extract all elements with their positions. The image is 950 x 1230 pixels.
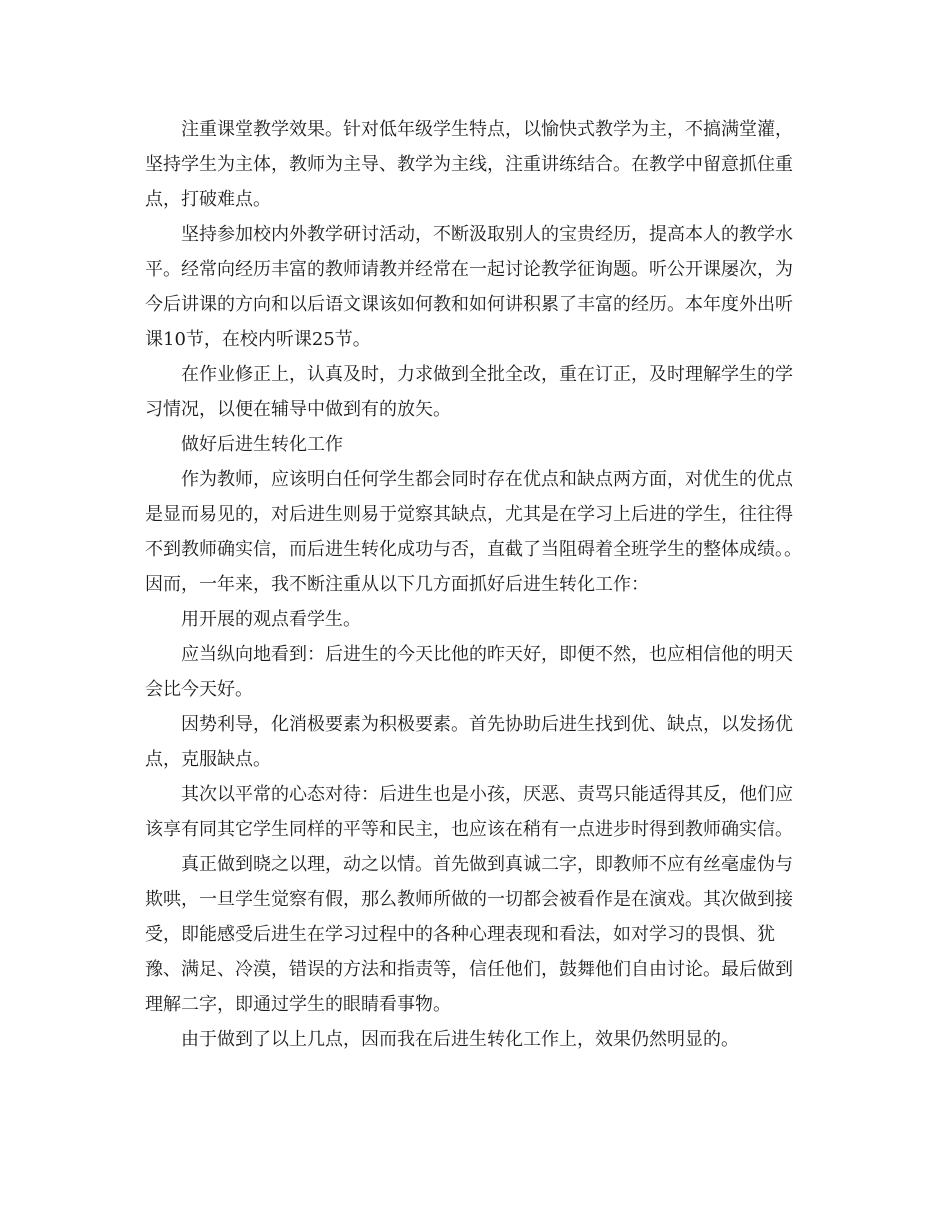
paragraph-homework-correction: 在作业修正上，认真及时，力求做到全批全改，重在订正，及时理解学生的学习情况，以便在辅导中做到有的放矢。	[145, 364, 793, 420]
paragraph-teacher-view: 作为教师，应该明白任何学生都会同时存在优点和缺点两方面，对优生的优点是显而易见的，对后进生则易于觉察其缺点，尤其是在学习上后进的学生，往往得不到教师确实信，而后进生转化成功与否，直截了当阻碍着全班学生的整体成绩。。因而，一年来，我不断注重从以下几方面抓好后进生转化工作：	[145, 469, 802, 595]
paragraph-conclusion: 由于做到了以上几点，因而我在后进生转化工作上，效果仍然明显的。	[181, 1029, 739, 1050]
document-body	[145, 112, 805, 1057]
paragraph-reason-emotion: 真正做到晓之以理，动之以情。首先做到真诚二字，即教师不应有丝毫虚伪与欺哄，一旦学生觉察有假，那么教师所做的一切都会被看作是在演戏。其次做到接受，即能感受后进生在学习过程中的各种心理表现和看法，如对学习的畏惧、犹豫、满足、冷漠，错误的方法和指责等，信任他们，鼓舞他们自由讨论。最后做到理解二字，即通过学生的眼睛看事物。	[145, 854, 793, 1015]
paragraph-guidance: 因势利导，化消极要素为积极要素。首先协助后进生找到优、缺点，以发扬优点，克服缺点。	[145, 714, 793, 770]
paragraph-teaching-research: 坚持参加校内外教学研讨活动，不断汲取别人的宝贵经历，提高本人的教学水平。经常向经历丰富的教师请教并经常在一起讨论教学征询题。听公开课屡次，为今后讲课的方向和以后语文课该如何教和如何讲积累了丰富的经历。本年度外出听课10节，在校内听课25节。	[145, 224, 793, 350]
paragraph-heading-underachievers: 做好后进生转化工作	[181, 434, 343, 455]
paragraph-normal-attitude: 其次以平常的心态对待：后进生也是小孩，厌恶、责骂只能适得其反，他们应该享有同其它学生同样的平等和民主，也应该在稍有一点进步时得到教师确实信。	[145, 784, 793, 840]
paragraph-classroom-effect: 注重课堂教学效果。针对低年级学生特点，以愉快式教学为主，不搞满堂灌，坚持学生为主体，教师为主导、教学为主线，注重讲练结合。在教学中留意抓住重点，打破难点。	[145, 119, 793, 210]
paragraph-development-view: 用开展的观点看学生。	[181, 609, 361, 630]
paragraph-vertical-view: 应当纵向地看到：后进生的今天比他的昨天好，即便不然，也应相信他的明天会比今天好。	[145, 644, 793, 700]
